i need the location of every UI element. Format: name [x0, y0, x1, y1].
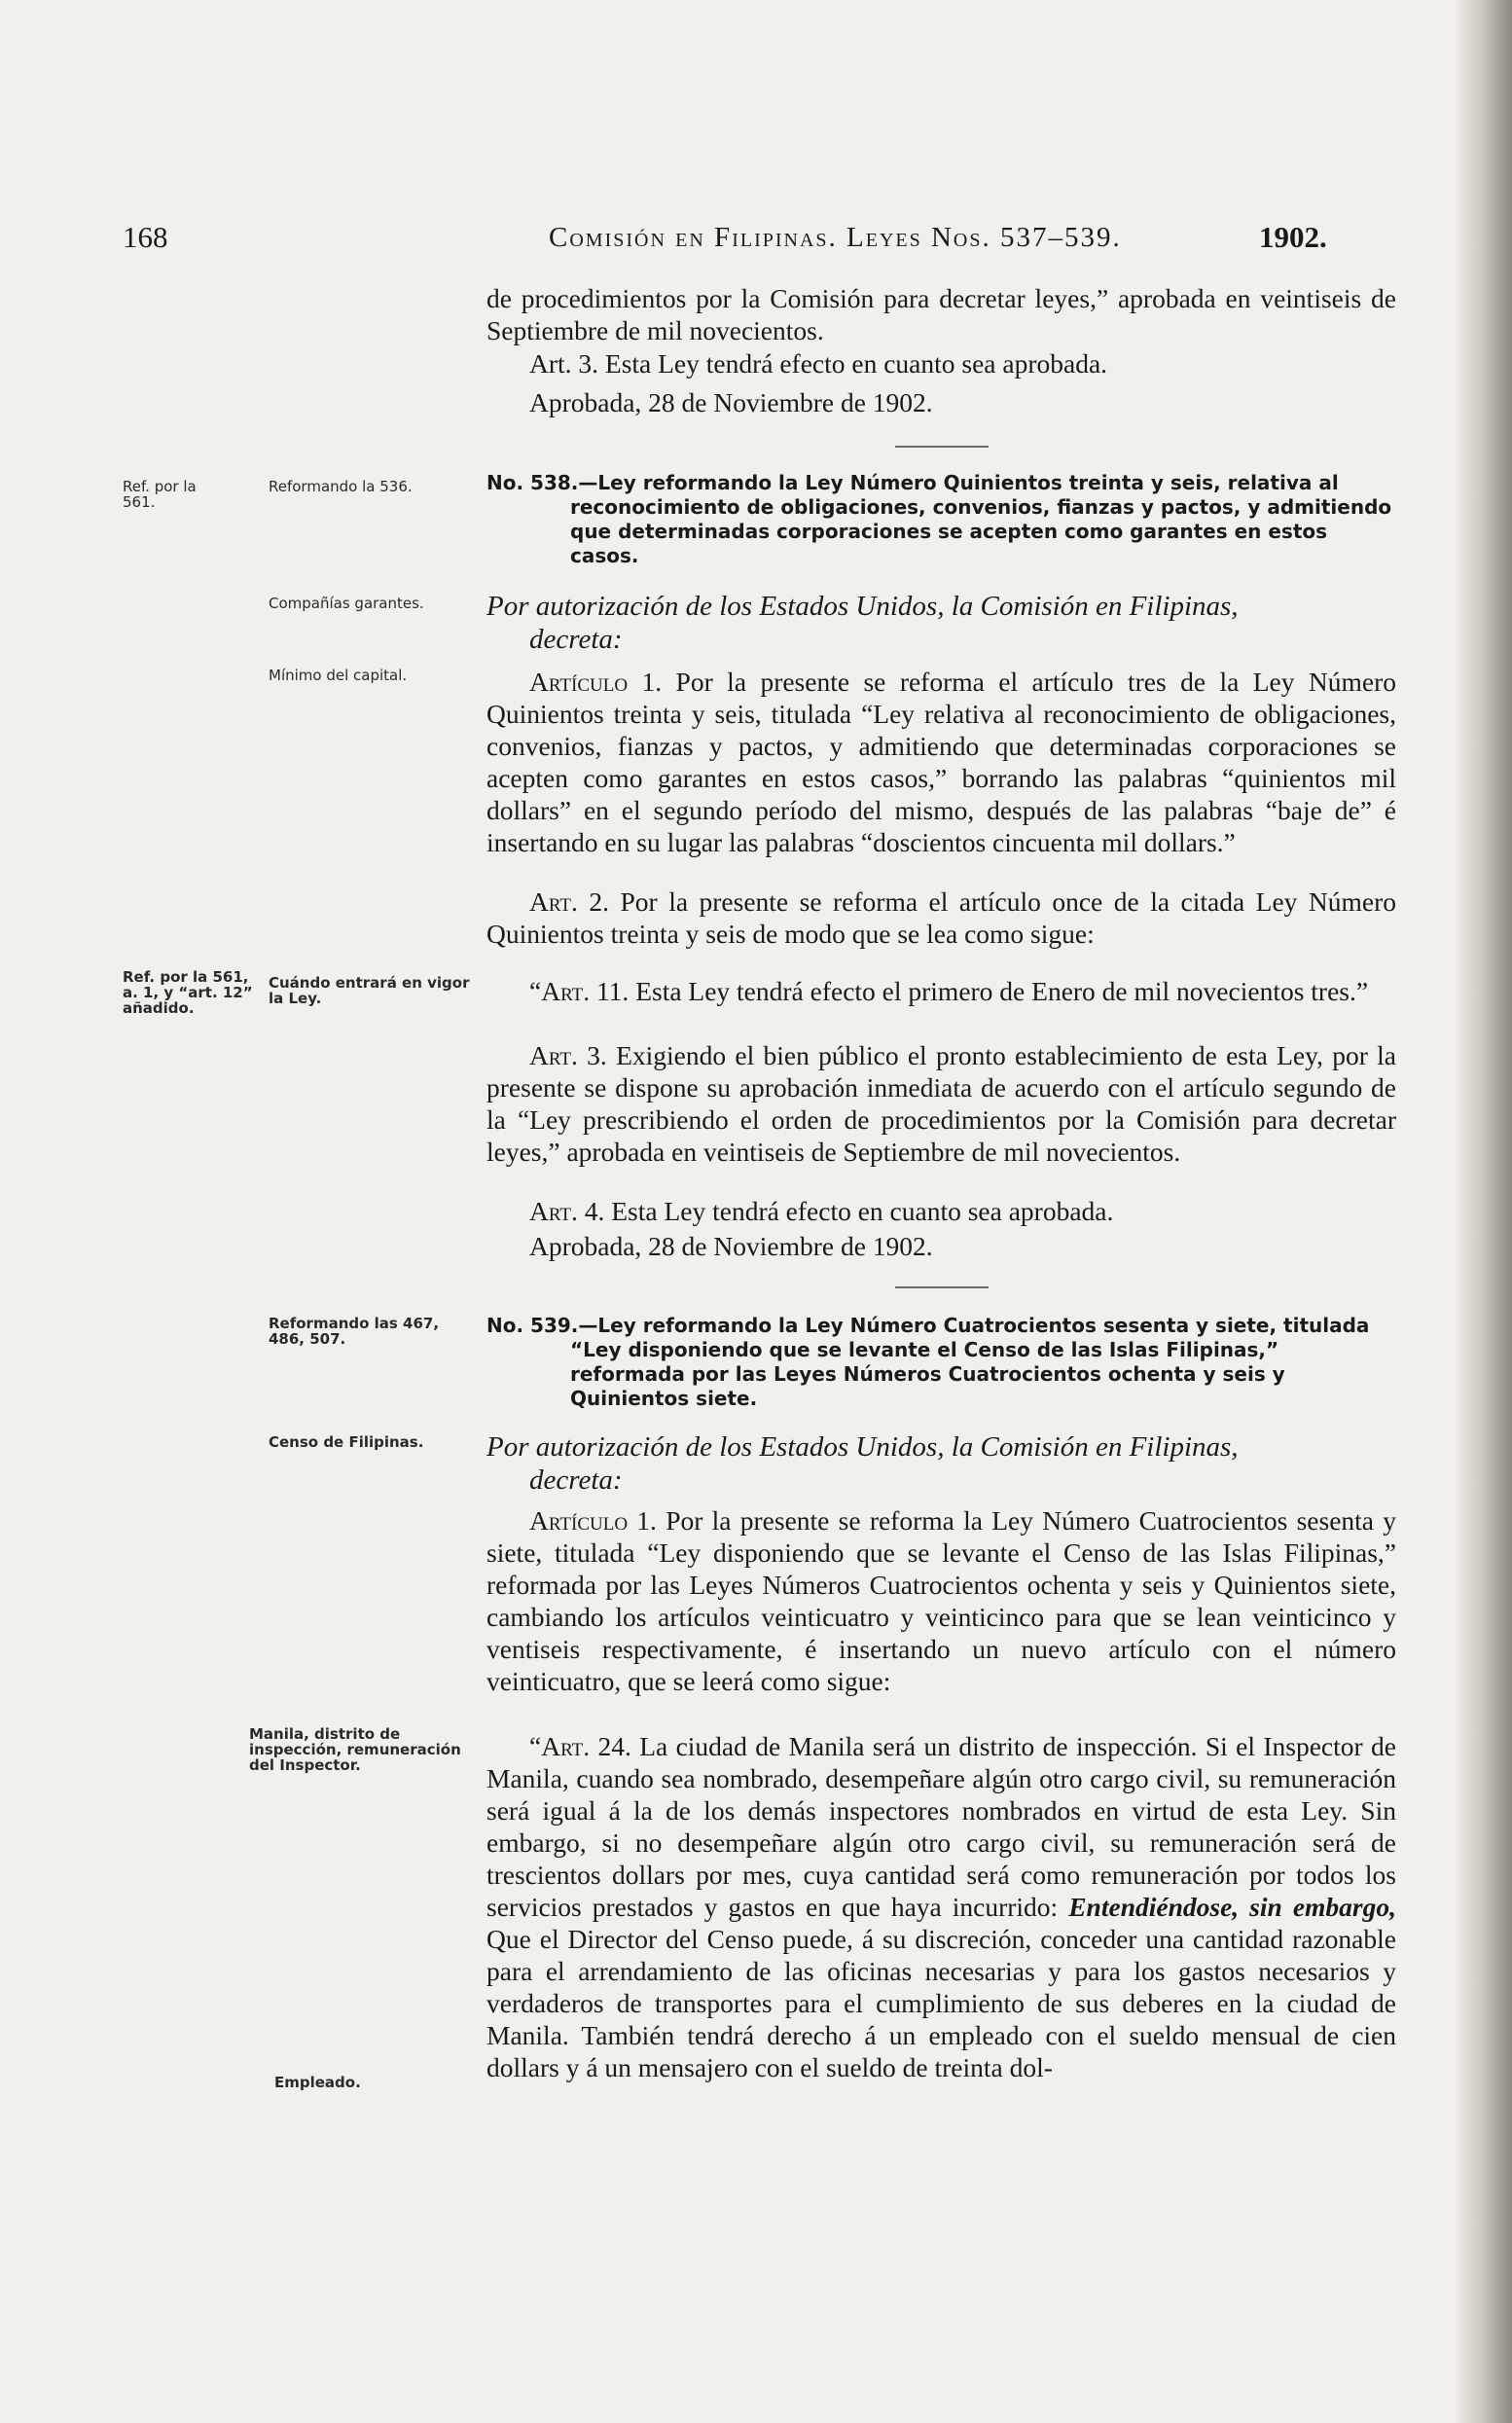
article-label: Artículo 1. — [529, 667, 663, 697]
law-538-enacting-clause — [486, 590, 1396, 656]
article-text-continued: Que el Director del Censo puede, á su discreción, conceder una cantidad razonable para el arrendamiento de las oficinas necesarias y para los gastos necesarios y verdaderos de transportes para el cumplimiento de sus deberes en la ciudad de Manila. También tendrá derecho á un empleado con el sueldo mensual de cien dollars y á un mensajero con el sueldo de treinta dol- — [486, 1924, 1396, 2082]
margin-note-reformando-536: Reformando la 536. — [269, 478, 413, 495]
margin-note-manila-distrito: Manila, distrito de inspección, remuneración del Inspector. — [249, 1725, 461, 1774]
law-538-heading: No. 538.—Ley reformando la Ley Número Quinientos treinta y seis, relativa al reconocimiento de obligaciones, convenios, fianzas y pactos, y admitiendo que determinadas corporaciones se acepten como garantes en estos casos. — [486, 471, 1392, 567]
margin-note-companias: Compañías garantes. — [269, 595, 424, 612]
article-label: Art. 3. — [529, 1040, 607, 1070]
decreta-word: decreta: — [529, 1465, 623, 1496]
article-label: “Art. 24. — [529, 1731, 631, 1761]
law-539-article-1 — [486, 1504, 1396, 1697]
article-label: Art. 4. — [529, 1196, 605, 1226]
margin-note-empleado: Empleado. — [274, 2074, 361, 2091]
continuation-paragraph: de procedimientos por la Comisión para decretar leyes,” aprobada en veintiseis de Septiembre de mil novecientos. — [486, 283, 1396, 345]
law-538-article-2 — [486, 886, 1396, 950]
article-text: Esta Ley tendrá efecto el primero de Enero de mil novecientos tres.” — [635, 976, 1369, 1006]
continuation-article-3: Art. 3. Esta Ley tendrá efecto en cuanto sea aprobada. — [529, 348, 1108, 379]
article-text: Exigiendo el bien público el pronto establecimiento de esta Ley, por la presente se dispone su aprobación inmediata de acuerdo con el artículo segundo de la “Ley prescribiendo el orden de procedimientos por la Comisión para decretar leyes,” aprobada en veintiseis de Septiembre de mil novecientos. — [486, 1040, 1397, 1167]
law-539-enacting-clause — [486, 1430, 1396, 1497]
section-separator — [895, 1286, 989, 1288]
article-text: Por la presente se reforma el artículo once de la citada Ley Número Quinientos treinta y seis de modo que se lea como sigue: — [486, 886, 1397, 949]
article-text: La ciudad de Manila será un distrito de inspección. Si el Inspector de Manila, cuando sea nombrado, desempeñare algún otro cargo civil, su remuneración será igual á la de los demás inspectores nombrados en virtud de esta Ley. Sin embargo, si no desempeñare algún otro cargo civil, su remuneración será de trescientos dollars por mes, cuya cantidad será como remuneración por todos los servicios prestados y gastos en que haya incurrido: — [486, 1731, 1396, 1922]
law-538-article-1 — [486, 666, 1396, 858]
article-label: Artículo 1. — [529, 1505, 657, 1536]
margin-note-reformando-467: Reformando las 467, 486, 507. — [269, 1315, 440, 1348]
article-text: Por la presente se reforma la Ley Número Cuatrocientos sesenta y siete, titulada “Ley disponiendo que se levante el Censo de las Islas Filipinas,” reformada por las Leyes Números Cuatrocientos ochenta y seis y Quinientos siete, cambiando los artículos veinticuatro y veinticinco para que se lean veinticinco y ventiseis respectivamente, é insertando un nuevo artículo con el número veinticuatro, que se leerá como sigue: — [486, 1505, 1397, 1696]
law-538-approved: Aprobada, 28 de Noviembre de 1902. — [529, 1231, 933, 1261]
margin-note-minimo: Mínimo del capital. — [269, 667, 408, 684]
article-label: “Art. 11. — [529, 976, 630, 1006]
article-label: Art. 2. — [529, 886, 609, 917]
law-539-article-24-quote — [486, 1730, 1396, 2083]
proviso-italic: Entendiéndose, sin embargo, — [1068, 1892, 1396, 1922]
enacting-line: Por autorización de los Estados Unidos, la Comisión en Filipinas, — [486, 1431, 1239, 1463]
margin-note-censo: Censo de Filipinas. — [269, 1433, 424, 1451]
law-539-heading: No. 539.—Ley reformando la Ley Número Cuatrocientos sesenta y siete, titulada “Ley disponiendo que se levante el Censo de las Islas Filipinas,” reformada por las Leyes Números Cuatrocientos ochenta y seis y Quinientos siete. — [486, 1314, 1370, 1410]
article-text: Esta Ley tendrá efecto en cuanto sea aprobada. — [611, 1196, 1114, 1226]
law-538-article-3 — [486, 1039, 1396, 1168]
decreta-word: decreta: — [529, 624, 623, 655]
section-separator — [895, 446, 989, 448]
header-title: Comisión en Filipinas. Leyes Nos. 537–539. — [549, 222, 1122, 253]
law-538-article-4 — [486, 1195, 1396, 1227]
law-538-article-11-quote — [486, 975, 1396, 1007]
margin-note-cuando-vigor: Cuándo entrará en vigor la Ley. — [269, 974, 470, 1007]
margin-note-ref-561-art12: Ref. por la 561, a. 1, y “art. 12” añadido. — [123, 968, 253, 1017]
header-year: 1902. — [1259, 220, 1327, 254]
continuation-approved: Aprobada, 28 de Noviembre de 1902. — [529, 387, 933, 417]
margin-note-ref-561: Ref. por la 561. — [123, 478, 197, 511]
page-number: 168 — [123, 220, 168, 254]
article-text: Por la presente se reforma el artículo tres de la Ley Número Quinientos treinta y seis, titulada “Ley relativa al reconocimiento de obligaciones, convenios, fianzas y pactos, y admitiendo que determinadas corporaciones se acepten como garantes en estos casos,” borrando las palabras “quinientos mil dollars” en el segundo período del mismo, después de las palabras “baje de” é insertando en su lugar las palabras “doscientos cincuenta mil dollars.” — [486, 667, 1397, 857]
enacting-line: Por autorización de los Estados Unidos, la Comisión en Filipinas, — [486, 591, 1239, 622]
